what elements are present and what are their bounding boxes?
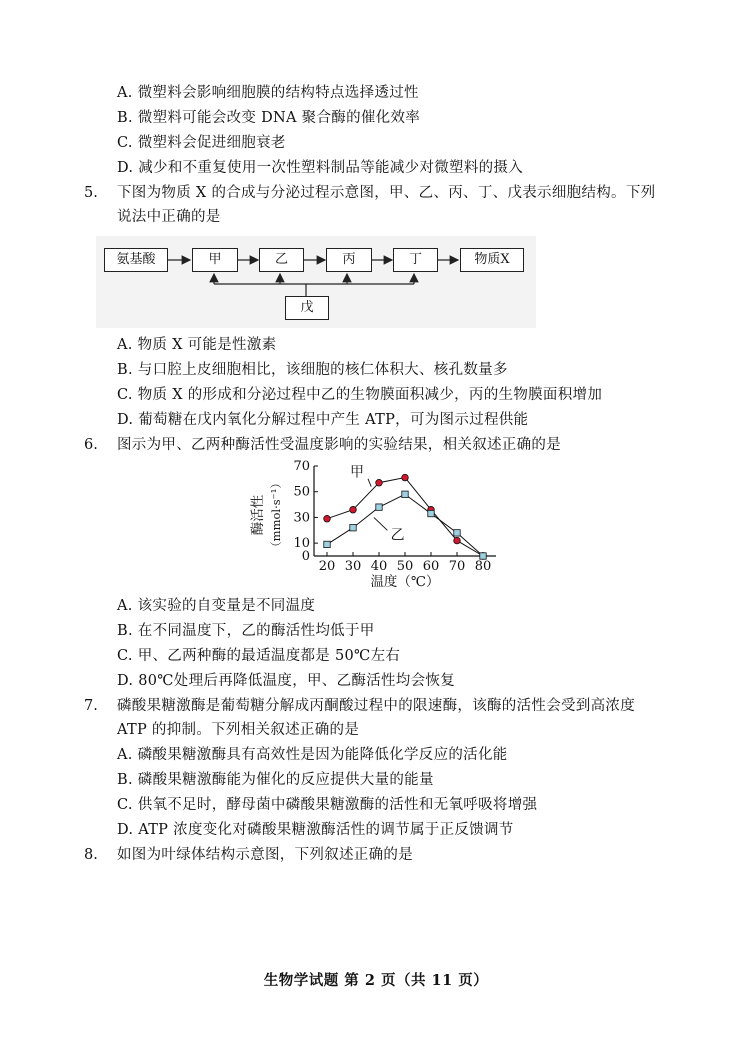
chart-axes [293,459,496,574]
q4-option-b: B. 微塑料可能会改变 DNA 聚合酶的催化效率 [117,110,421,126]
q4-option-d: D. 减少和不重复使用一次性塑料制品等能减少对微塑料的摄入 [117,160,524,176]
y-tick-label: 30 [293,510,310,526]
y-tick-label: 0 [301,549,310,564]
q6-option-b: B. 在不同温度下，乙的酶活性均低于甲 [117,623,375,639]
x-tick-label: 70 [448,559,466,574]
enzyme-activity-chart [240,456,540,596]
chart-markers [324,474,487,559]
q4-option-c: C. 微塑料会促进细胞衰老 [117,135,286,151]
x-tick-label: 60 [422,559,440,574]
q5-option-c: C. 物质 X 的形成和分泌过程中乙的生物膜面积减少，丙的生物膜面积增加 [117,387,603,403]
q7-option-b: B. 磷酸果糖激酶能为催化的反应提供大量的能量 [117,772,434,788]
point-乙-40 [376,504,382,510]
series-label-yi: 乙 [390,527,405,544]
point-乙-80 [480,553,486,559]
x-tick-label: 20 [318,559,336,574]
q6-option-d: D. 80℃处理后再降低温度，甲、乙酶活性均会恢复 [117,673,455,689]
q6-option-a: A. 该实验的自变量是不同温度 [117,598,316,614]
y-tick-label: 10 [293,536,310,552]
flow-box-yi: 乙 [259,248,304,272]
x-tick-label: 30 [344,559,362,574]
q8-number: 8. [84,847,98,863]
point-甲-40 [376,479,383,486]
flow-box-wu: 戊 [285,296,329,320]
q5-stem-line2: 说法中正确的是 [117,209,221,225]
series-label-jia: 甲 [350,464,364,481]
leader-yi [374,517,388,530]
x-axis-label: 温度（℃） [370,574,440,590]
x-tick-label: 50 [396,559,414,574]
flow-box-bing: 丙 [326,248,372,272]
point-乙-50 [402,491,408,497]
q5-number: 5. [84,185,98,201]
flow-box-jia: 甲 [192,248,238,272]
flow-box-substance-x: 物质X [460,248,524,272]
q7-stem-line2: ATP 的抑制。下列相关叙述正确的是 [117,722,360,738]
flow-box-ding: 丁 [393,248,438,272]
series-line-0 [327,478,483,556]
q6-option-c: C. 甲、乙两种酶的最适温度都是 50℃左右 [117,648,401,664]
y-axis-unit: （mmol·s⁻¹） [269,477,283,553]
page-footer: 生物学试题 第 2 页（共 11 页） [263,972,489,989]
point-甲-70 [454,537,461,544]
q5-option-a: A. 物质 X 可能是性激素 [117,337,277,353]
q5-option-d: D. 葡萄糖在戊内氧化分解过程中产生 ATP，可为图示过程供能 [117,412,529,428]
q7-stem-line1: 磷酸果糖激酶是葡萄糖分解成丙酮酸过程中的限速酶，该酶的活性会受到高浓度 [117,698,635,714]
q6-number: 6. [84,437,98,453]
point-乙-60 [428,510,434,516]
y-tick-label: 70 [293,459,310,474]
q5-stem-line1: 下图为物质 X 的合成与分泌过程示意图，甲、乙、丙、丁、戊表示细胞结构。下列 [117,185,656,201]
q4-option-a: A. 微塑料会影响细胞膜的结构特点选择透过性 [117,85,419,101]
point-甲-20 [324,515,331,522]
y-axis-label: 酶活性 [250,494,266,536]
flow-box-amino-acid: 氨基酸 [104,248,168,272]
chart-lines [327,478,483,556]
q7-option-c: C. 供氧不足时，酵母菌中磷酸果糖激酶的活性和无氧呼吸将增强 [117,797,538,813]
x-tick-label: 80 [474,559,492,574]
q6-stem: 图示为甲、乙两种酶活性受温度影响的实验结果，相关叙述正确的是 [117,437,561,453]
point-乙-20 [324,541,330,547]
q7-number: 7. [84,698,98,714]
point-甲-30 [350,506,357,513]
point-甲-50 [402,474,409,481]
x-tick-label: 40 [370,559,388,574]
point-乙-70 [454,530,460,536]
q8-stem: 如图为叶绿体结构示意图，下列叙述正确的是 [117,847,413,863]
y-tick-label: 50 [293,484,310,500]
q5-flow-diagram [96,236,536,328]
q7-option-a: A. 磷酸果糖激酶具有高效性是因为能降低化学反应的活化能 [117,747,508,763]
q5-option-b: B. 与口腔上皮细胞相比，该细胞的核仁体积大、核孔数量多 [117,362,508,378]
point-乙-30 [350,525,356,531]
q7-option-d: D. ATP 浓度变化对磷酸果糖激酶活性的调节属于正反馈调节 [117,822,514,838]
leader-jia [368,479,371,487]
